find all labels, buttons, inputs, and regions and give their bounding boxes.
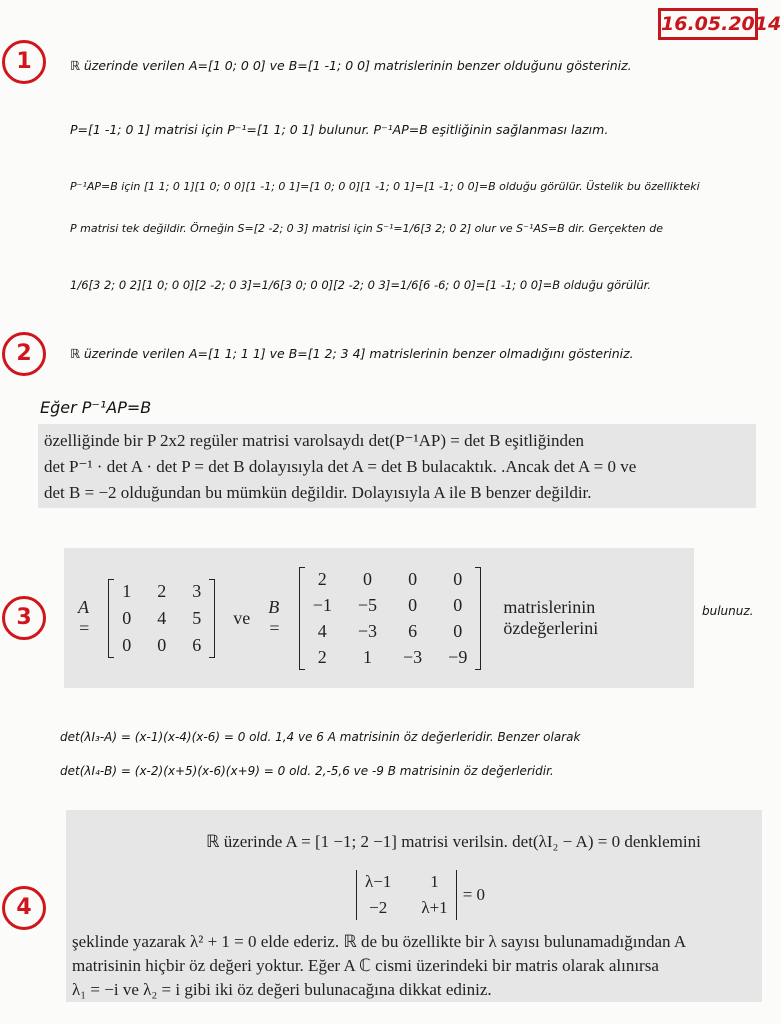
question-2-number: 2 (2, 332, 46, 376)
q4-det-cell: λ+1 (421, 898, 448, 917)
q3-a-label: A = (78, 597, 91, 638)
q3-matrix-b-cell: 0 (453, 620, 463, 641)
date-stamp: 16.05.2014 (658, 8, 758, 40)
q1-line-5: 1/6[3 2; 0 2][1 0; 0 0][2 -2; 0 3]=1/6[3 0; 0 0][2 -2; 0 3]=1/6[6 -6; 0 0]=[1 -1; 0 0]=B olduğu görülür. (70, 278, 652, 292)
q1-line-3: P⁻¹AP=B için [1 1; 0 1][1 0; 0 0][1 -1; 0 1]=[1 0; 0 0][1 -1; 0 1]=[1 -1; 0 0]=B olduğu görülür. Üstelik bu özellikteki (70, 180, 700, 193)
q3-matrix-a-cell: 5 (192, 607, 202, 628)
q3-matrix-b-cell: 2 (317, 568, 327, 589)
q3-answer-line-2: det(λI₄-B) = (x-2)(x+5)(x-6)(x+9) = 0 old. 2,-5,6 ve -9 B matrisinin öz değerleridir. (60, 764, 554, 778)
q2-printed-line-2: det P⁻¹ · det A · det P = det B dolayısıyla det A = det B bulacaktık. .Ancak det A = 0 ve (44, 457, 637, 476)
q3-matrix-b-cell: 0 (408, 568, 418, 589)
q2-handwritten-start: Eğer P⁻¹AP=B (40, 398, 152, 417)
q1-line-2: P=[1 -1; 0 1] matrisi için P⁻¹=[1 1; 0 1] bulunur. P⁻¹AP=B eşitliğinin sağlanması lazım. (70, 122, 609, 137)
q4-determinant (356, 870, 485, 920)
q3-matrix-b-cell: 0 (408, 594, 418, 615)
q3-matrix-b-cell: −5 (357, 594, 378, 615)
q3-matrix-b-cell: −3 (357, 620, 378, 641)
q3-answer-line-1: det(λI₃-A) = (x-1)(x-4)(x-6) = 0 old. 1,4 ve 6 A matrisinin öz değerleridir. Benzer olarak (60, 730, 581, 744)
q3-matrix-a-cell: 1 (122, 580, 132, 601)
q4-printed-block (66, 810, 762, 1002)
q3-matrix-a-cell: 2 (157, 580, 167, 601)
q3-matrix-b-cell: −9 (448, 646, 468, 667)
q3-matrix-b-cell: 2 (317, 646, 327, 667)
q4-det-equals: = 0 (462, 885, 486, 904)
q3-printed-tail: matrislerinin özdeğerlerini (503, 597, 599, 638)
q2-printed-line-1: özelliğinde bir P 2x2 regüler matrisi varolsaydı det(P⁻¹AP) = det B eşitliğinden (44, 431, 585, 450)
question-3-number: 3 (2, 596, 46, 640)
q3-hand-tail: bulunuz. (702, 604, 754, 618)
q3-matrix-b-cell: 1 (362, 646, 372, 667)
q4-top-line: ℝ üzerinde A = [1 −1; 2 −1] matrisi verilsin. det(λI₂ − A) = 0 denklemini (206, 832, 701, 851)
q4-paragraph-line-3: λ₁ = −i ve λ₂ = i gibi iki öz değeri bulunacağına dikkat ediniz. (72, 980, 492, 999)
q3-matrix-b-cell: 6 (408, 620, 418, 641)
q3-matrix-a (108, 579, 215, 658)
q3-b-label: B = (268, 597, 281, 638)
q3-matrix-a-cell: 0 (157, 634, 167, 655)
q4-paragraph-line-2: matrisinin hiçbir öz değeri yoktur. Eğer A ℂ cismi üzerindeki bir matris olarak alınırsa (72, 956, 659, 975)
question-1-number: 1 (2, 40, 46, 84)
q3-matrix-a-cell: 6 (192, 634, 202, 655)
q3-matrix-a-cell: 0 (122, 607, 132, 628)
q3-matrix-b-cell: −1 (312, 594, 332, 615)
q2-printed-line-3: det B = −2 olduğundan bu mümkün değildir. Dolayısıyla A ile B benzer değildir. (44, 483, 592, 502)
q3-matrix-b (299, 567, 482, 670)
q2-printed-solution (38, 424, 756, 508)
q4-det-cell: 1 (430, 872, 439, 891)
q3-matrix-b-cell: 0 (453, 568, 463, 589)
q3-ve: ve (233, 607, 251, 628)
q3-matrix-b-cell: −3 (403, 646, 423, 667)
q4-paragraph-line-1: şeklinde yazarak λ² + 1 = 0 elde ederiz. ℝ de bu özellikte bir λ sayısı bulunamadığından A (72, 932, 687, 951)
q3-matrix-a-cell: 0 (122, 634, 132, 655)
q3-matrix-b-cell: 0 (362, 568, 372, 589)
q1-statement: ℝ üzerinde verilen A=[1 0; 0 0] ve B=[1 -1; 0 0] matrislerinin benzer olduğunu gösteriniz. (70, 58, 632, 73)
q3-matrix-b-cell: 4 (317, 620, 327, 641)
q2-statement: ℝ üzerinde verilen A=[1 1; 1 1] ve B=[1 2; 3 4] matrislerinin benzer olmadığını gösteriniz. (70, 346, 634, 361)
q4-det-cell: λ−1 (365, 872, 392, 891)
q4-det-cell: −2 (369, 898, 388, 917)
q3-matrix-a-cell: 3 (192, 580, 202, 601)
q3-matrix-a-cell: 4 (157, 607, 167, 628)
question-4-number: 4 (2, 886, 46, 930)
q3-printed-block (64, 548, 694, 688)
q1-line-4: P matrisi tek değildir. Örneğin S=[2 -2; 0 3] matrisi için S⁻¹=1/6[3 2; 0 2] olur ve S⁻¹AS=B dir. Gerçekten de (70, 222, 663, 235)
q3-matrix-b-cell: 0 (453, 594, 463, 615)
